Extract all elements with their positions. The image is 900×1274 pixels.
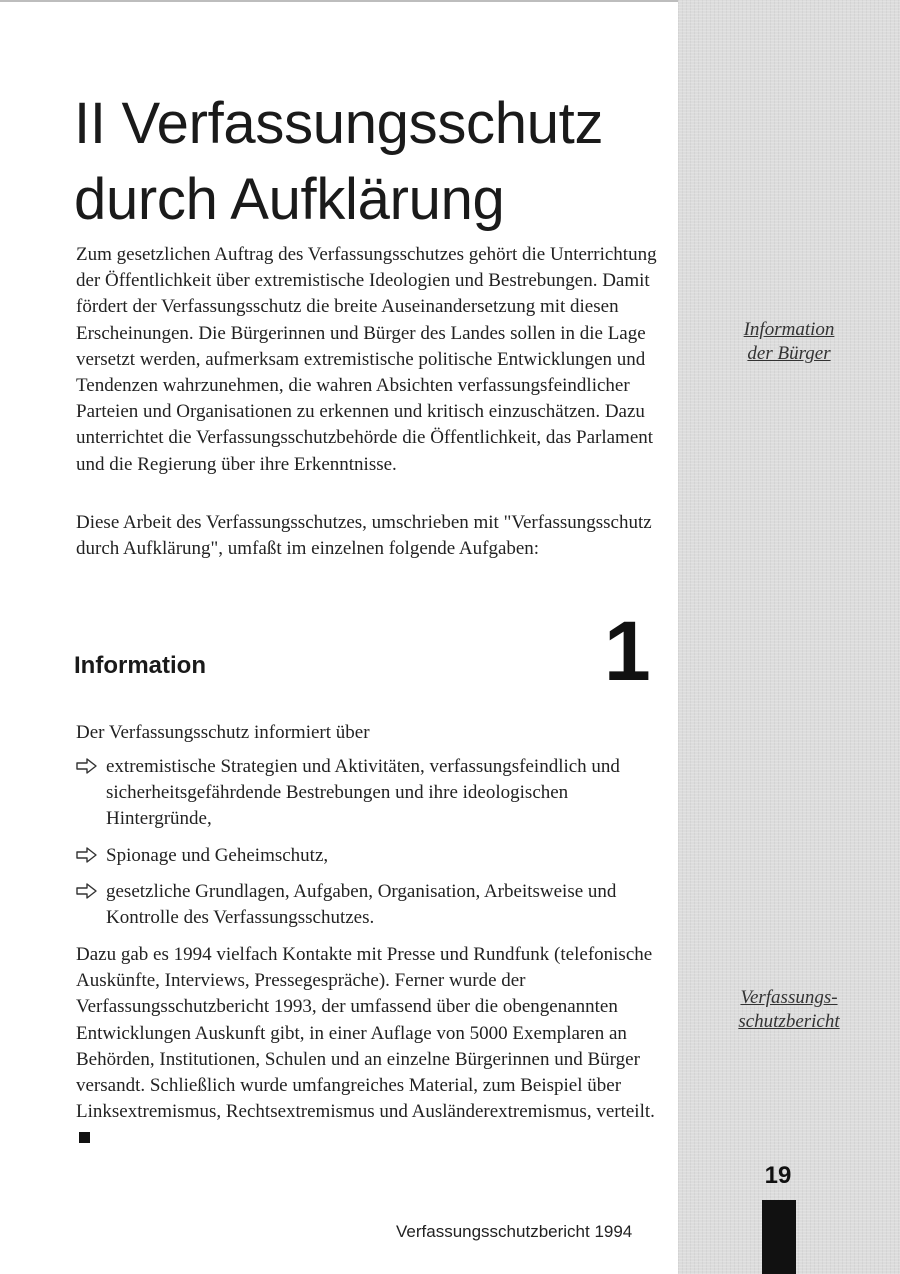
section-number: 1: [604, 604, 651, 698]
top-rule: [0, 0, 678, 2]
section-heading: Information: [74, 652, 206, 679]
title-line-1: II Verfassungsschutz: [74, 91, 604, 156]
margin-note-line: Information: [743, 319, 835, 340]
list-item: [76, 843, 666, 869]
page-tab-bar: [762, 1200, 796, 1274]
margin-note-line: der Bürger: [747, 343, 831, 364]
margin-note-line: schutzbericht: [738, 1011, 840, 1032]
list-item-text: gesetzliche Grundlagen, Aufgaben, Organisation, Arbeitsweise und Kontrolle des Verfassungsschutzes.: [106, 880, 617, 929]
title-line-2: durch Aufklärung: [74, 167, 505, 232]
arrow-right-icon: [76, 881, 98, 901]
intro-paragraph-1: Zum gesetzlichen Auftrag des Verfassungsschutzes gehört die Unterrichtung der Öffentlichkeit über extremistische Ideologien und Bestrebungen. Damit fördert der Verfassungsschutz die breite Auseinandersetzung mit diesen Erscheinungen. Die Bürgerinnen und Bürger des Landes sollen in die Lage versetzt werden, aufmerksam extremistische politische Entwicklungen und Tendenzen wahrzunehmen, die wahren Absichten verfassungsfeindlicher Parteien und Organisationen zu erkennen und kritisch einzuschätzen. Dazu unterrichtet die Verfassungsschutzbehörde die Öffentlichkeit, das Parlament und die Regierung über ihre Erkenntnisse.: [76, 244, 657, 475]
page-footer: Verfassungsschutzbericht 1994: [396, 1222, 633, 1241]
page-title: [74, 86, 674, 238]
intro-paragraph-2: Diese Arbeit des Verfassungsschutzes, umschrieben mit "Verfassungsschutz durch Aufklärung", umfaßt im einzelnen folgende Aufgaben:: [76, 512, 652, 560]
margin-note-line: Verfassungs-: [740, 987, 838, 1008]
info-list: [76, 754, 666, 941]
margin-column: [678, 0, 900, 1274]
list-item: [76, 879, 666, 931]
list-item-text: extremistische Strategien und Aktivitäten, verfassungsfeindlich und sicherheitsgefährdende Bestrebungen und ihre ideologischen Hintergründe,: [106, 756, 620, 830]
margin-note-information: [700, 318, 878, 366]
margin-note-report: [700, 986, 878, 1034]
closing-text: Dazu gab es 1994 vielfach Kontakte mit Presse und Rundfunk (telefonische Auskünfte, Interviews, Pressegespräche). Ferner wurde der Verfassungsschutzbericht 1993, der umfassend über die obengenannten Entwicklungen Auskunft gibt, in einer Auflage von 5000 Exemplaren an Behörden, Institutionen, Schulen und an einzelne Bürgerinnen und Bürger versandt. Schließlich wurde umfangreiches Material, zum Beispiel über Linksextremismus, Rechtsextremismus und Ausländerextremismus, verteilt.: [76, 944, 655, 1123]
closing-paragraph: [76, 942, 666, 1152]
arrow-right-icon: [76, 845, 98, 865]
page-number: 19: [764, 1162, 792, 1189]
arrow-right-icon: [76, 756, 98, 776]
end-mark-icon: [79, 1132, 90, 1143]
section-lead: Der Verfassungsschutz informiert über: [76, 722, 370, 743]
list-item: [76, 754, 666, 833]
list-item-text: Spionage und Geheimschutz,: [106, 844, 329, 866]
